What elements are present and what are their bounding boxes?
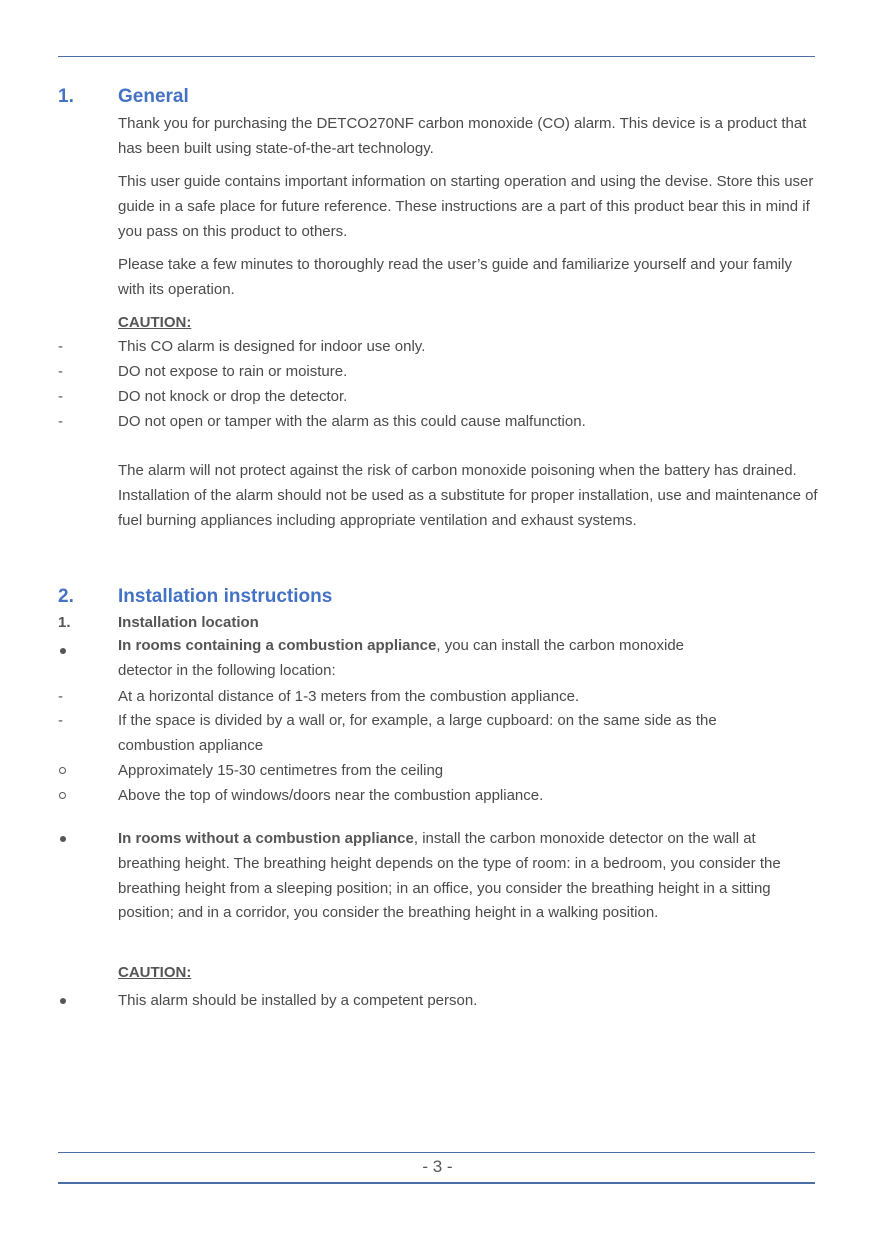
subsection-title: Installation location [118, 614, 259, 631]
bullet-icon [60, 998, 66, 1004]
bullet-item-3: This alarm should be installed by a competent person. [118, 992, 478, 1009]
section-number: 1. [58, 86, 74, 107]
header-rule [58, 56, 815, 57]
dash-marker: - [58, 413, 63, 430]
paragraph: This user guide contains important information on starting operation and using the devise. Store this user guide in a safe place for future reference. These instructions are a part of this product bear this in mind if you pass on this product to others. [118, 173, 814, 240]
bullet-item-2 [118, 827, 815, 926]
paragraph: Please take a few minutes to thoroughly read the user’s guide and familiarize yourself and your family with its operation. [118, 256, 792, 298]
subsection-number: 1. [58, 614, 71, 631]
caution-label: CAUTION: [118, 314, 192, 331]
dash-marker: - [58, 688, 63, 705]
circle-bullet-icon [59, 767, 66, 774]
dash-item: If the space is divided by a wall or, for example, a large cupboard: on the same side as the [118, 712, 717, 729]
bullet-icon [60, 648, 66, 654]
footer-rule-top [58, 1152, 815, 1153]
paragraph: The alarm will not protect against the risk of carbon monoxide poisoning when the battery has drained. Installation of the alarm should not be used as a substitute for proper installation, use and maintenance of fuel burning appliances including appropriate ventilation and exhaust systems. [118, 462, 818, 529]
paragraph: Thank you for purchasing the DETCO270NF carbon monoxide (CO) alarm. This device is a product that has been built using state-of-the-art technology. [118, 115, 807, 157]
dash-marker: - [58, 388, 63, 405]
bold-text: In rooms without a combustion appliance [118, 830, 414, 847]
circle-item: Above the top of windows/doors near the combustion appliance. [118, 787, 544, 804]
bullet-item-1-cont: detector in the following location: [118, 662, 336, 679]
page-number: - 3 - [422, 1157, 453, 1176]
bullet-text: , install the carbon monoxide detector on the wall at breathing height. The breathing height depends on the type of room: in a bedroom, you consider the breathing height from a sleeping position; in an office, you consider the breathing height in a sitting position; and in a corridor, you consider the breathing height in a walking position. [118, 830, 781, 922]
caution-label: CAUTION: [118, 964, 192, 981]
section-title: General [118, 86, 189, 107]
section-title: Installation instructions [118, 586, 333, 607]
caution-item: This CO alarm is designed for indoor use only. [118, 338, 426, 355]
dash-item-cont: combustion appliance [118, 737, 264, 754]
dash-marker: - [58, 338, 63, 355]
section-number: 2. [58, 586, 74, 607]
caution-item: DO not expose to rain or moisture. [118, 363, 348, 380]
caution-item: DO not knock or drop the detector. [118, 388, 348, 405]
footer-rule-bottom [58, 1182, 815, 1184]
bullet-text: , you can install the carbon monoxide [436, 637, 685, 654]
caution-item: DO not open or tamper with the alarm as this could cause malfunction. [118, 413, 586, 430]
circle-item: Approximately 15-30 centimetres from the ceiling [118, 762, 444, 779]
bullet-icon [60, 836, 66, 842]
circle-bullet-icon [59, 792, 66, 799]
bullet-item-1 [118, 636, 684, 656]
bold-text: In rooms containing a combustion appliance [118, 637, 437, 654]
dash-marker: - [58, 712, 63, 729]
dash-item: At a horizontal distance of 1-3 meters from the combustion appliance. [118, 688, 580, 705]
dash-marker: - [58, 363, 63, 380]
